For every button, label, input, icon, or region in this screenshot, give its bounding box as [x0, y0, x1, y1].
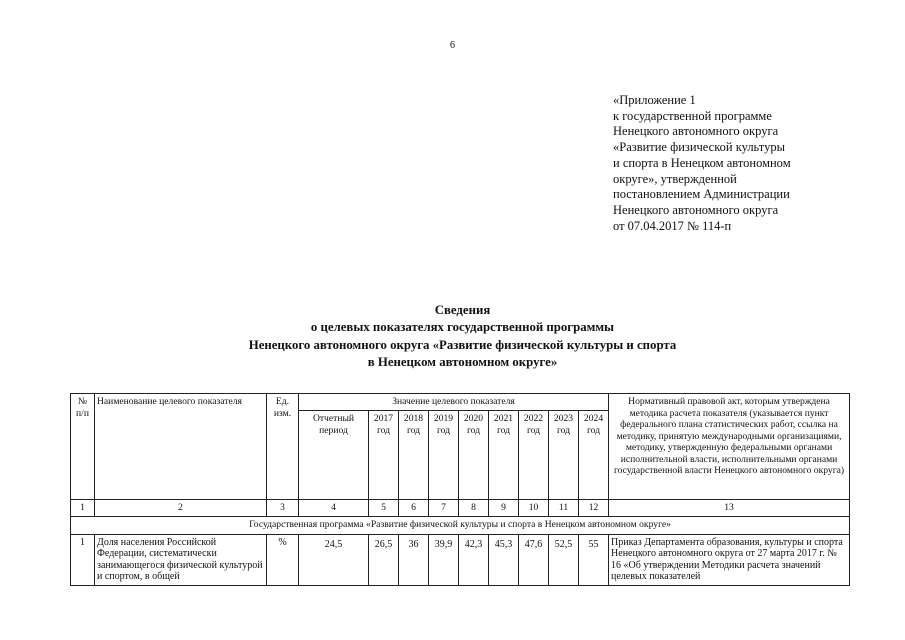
program-title-row: Государственная программа «Развитие физической культуры и спорта в Ненецком автономном округе» [71, 516, 850, 534]
column-number: 13 [609, 500, 850, 517]
heading-line: Сведения [434, 303, 491, 317]
column-number: 10 [519, 500, 549, 517]
heading-line: о целевых показателях государственной программы [310, 320, 615, 335]
row-value: 36 [399, 534, 429, 585]
column-number: 3 [267, 500, 299, 517]
appendix-line: Ненецкого автономного округа [613, 202, 779, 217]
column-number: 11 [549, 500, 579, 517]
document-heading [0, 302, 905, 372]
column-number: 1 [71, 500, 95, 517]
heading-line: Ненецкого автономного округа «Развитие физической культуры и спорта [248, 337, 677, 352]
header-unit: Ед. изм. [267, 394, 299, 500]
heading-line: в Ненецком автономном округе» [367, 355, 558, 370]
row-value: 45,3 [489, 534, 519, 585]
appendix-line: от 07.04.2017 № 114-п [613, 218, 732, 233]
row-value: 26,5 [369, 534, 399, 585]
row-value: 39,9 [429, 534, 459, 585]
row-value: 52,5 [549, 534, 579, 585]
header-norm-act: Нормативный правовой акт, которым утверждена методика расчета показателя (указывается пункт федерального плана статистических работ, ссылка на методику, принятую международными организациями, методику, утвержденную федеральными органами исполнительной власти, исполнительными органами государственной власти Ненецкого автономного округа) [609, 394, 850, 500]
appendix-line: к государственной программе [613, 108, 772, 123]
row-value: 24,5 [299, 534, 369, 585]
column-number: 4 [299, 500, 369, 517]
appendix-line: «Развитие физической культуры [613, 140, 785, 155]
column-number: 8 [459, 500, 489, 517]
appendix-line: округе», утвержденной [613, 171, 737, 186]
header-period: Отчетный период [299, 411, 369, 500]
appendix-line: и спорта в Ненецком автономном [613, 155, 791, 170]
row-value: 42,3 [459, 534, 489, 585]
column-number: 7 [429, 500, 459, 517]
header-num: № п/п [71, 394, 95, 500]
appendix-line: «Приложение 1 [613, 93, 696, 107]
header-year: 2020 год [459, 411, 489, 500]
header-year: 2018 год [399, 411, 429, 500]
row-norm-act: Приказ Департамента образования, культуры и спорта Ненецкого автономного округа от 27 марта 2017 г. № 16 «Об утверждении Методики расчета значений целевых показателей [609, 534, 850, 585]
row-value: 55 [579, 534, 609, 585]
header-year: 2024 год [579, 411, 609, 500]
row-unit: % [267, 534, 299, 585]
column-number: 6 [399, 500, 429, 517]
row-value: 47,6 [519, 534, 549, 585]
header-year: 2017 год [369, 411, 399, 500]
column-number: 12 [579, 500, 609, 517]
row-indicator-name: Доля населения Российской Федерации, систематически занимающегося физической культурой и спортом, в общей [95, 534, 267, 585]
page-number: 6 [450, 40, 455, 51]
column-number: 2 [95, 500, 267, 517]
row-num: 1 [71, 534, 95, 585]
header-year: 2023 год [549, 411, 579, 500]
header-name: Наименование целевого показателя [95, 394, 267, 500]
header-year: 2021 год [489, 411, 519, 500]
header-values: Значение целевого показателя [299, 394, 609, 411]
table-row [71, 534, 850, 585]
column-number: 5 [369, 500, 399, 517]
appendix-line: постановлением Администрации [613, 187, 790, 202]
header-year: 2019 год [429, 411, 459, 500]
appendix-line: Ненецкого автономного округа [613, 124, 779, 139]
appendix-reference [613, 93, 853, 234]
column-number: 9 [489, 500, 519, 517]
header-year: 2022 год [519, 411, 549, 500]
indicators-table [70, 393, 850, 586]
